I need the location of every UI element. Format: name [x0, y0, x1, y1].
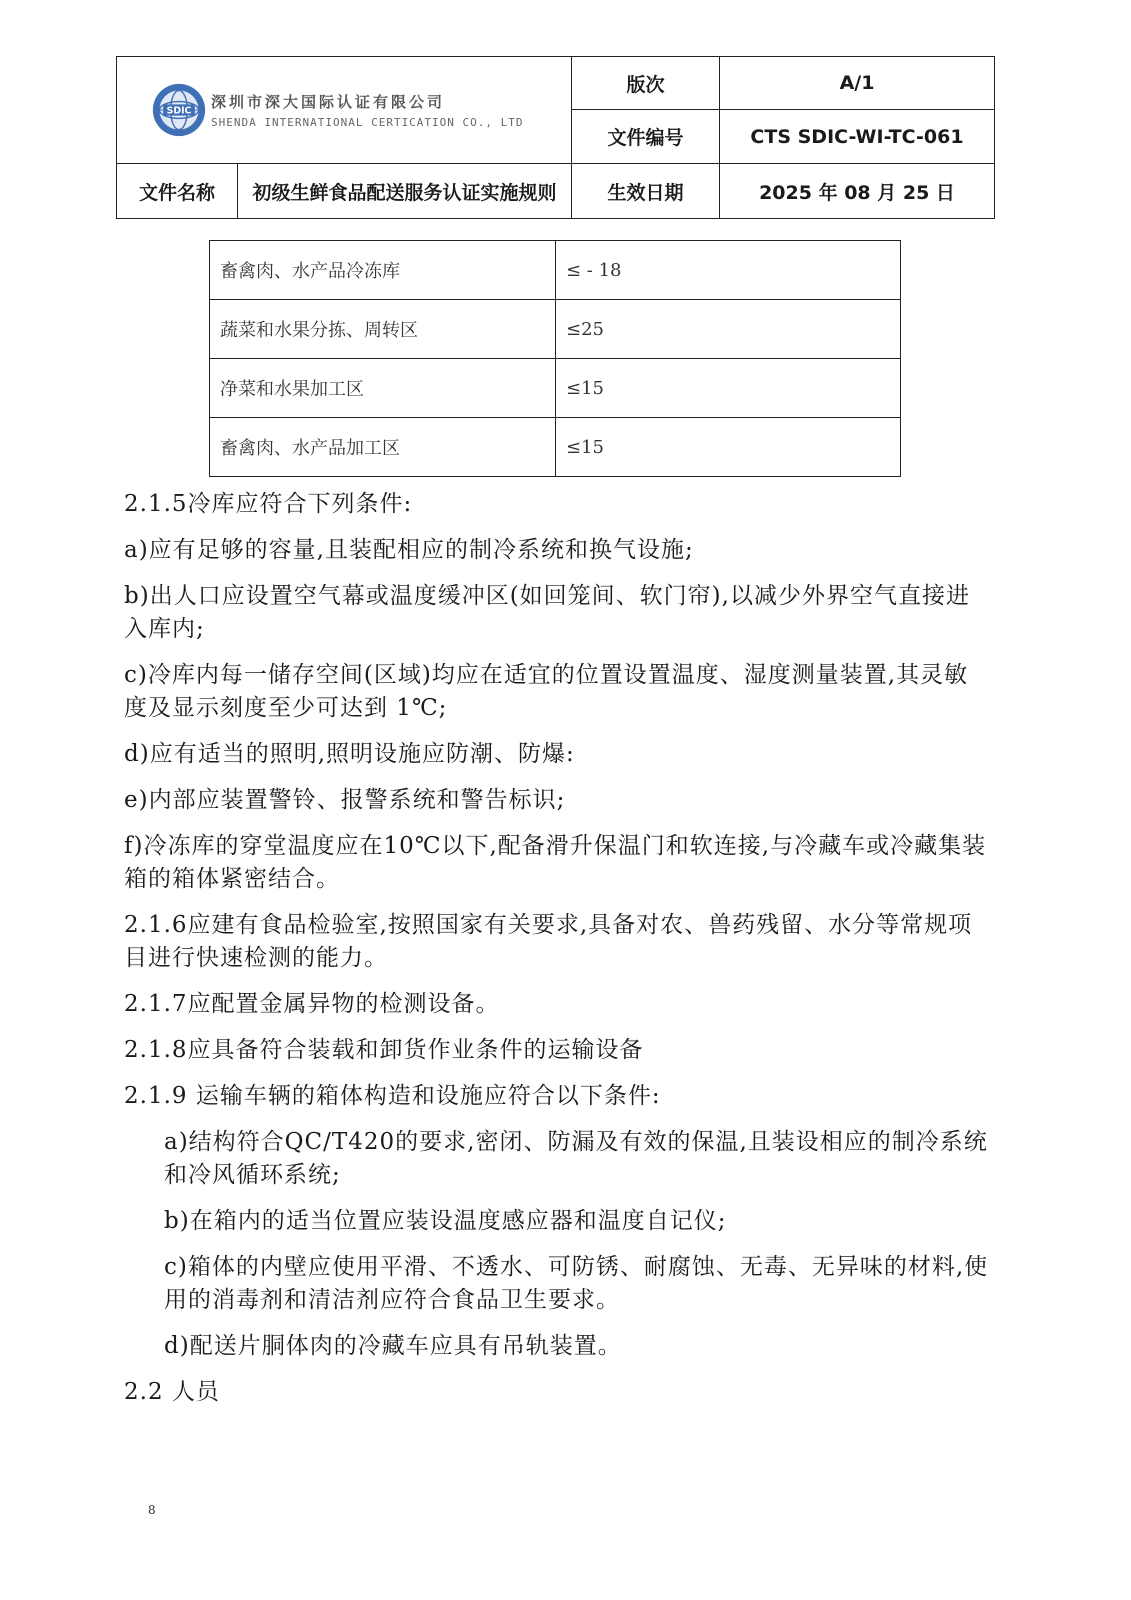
area-cell: 畜禽肉、水产品冷冻库 [210, 241, 556, 300]
table-row [210, 359, 901, 418]
globe-logo-icon [151, 82, 207, 138]
area-cell: 蔬菜和水果分拣、周转区 [210, 300, 556, 359]
paragraph: d)配送片胴体肉的冷藏车应具有吊轨装置。 [164, 1333, 622, 1359]
doc-number-label: 文件编号 [572, 110, 720, 164]
table-row [210, 418, 901, 477]
temp-cell: ≤15 [556, 418, 901, 477]
paragraph: b)出人口应设置空气幕或温度缓冲区(如回笼间、软门帘),以减少外界空气直接进入库内; [124, 583, 970, 642]
paragraph: c)冷库内每一储存空间(区域)均应在适宜的位置设置温度、湿度测量装置,其灵敏度及显示刻度至少可达到 1℃; [124, 662, 969, 721]
section-heading: 2.2 人员 [124, 1379, 220, 1405]
paragraph: b)在箱内的适当位置应装设温度感应器和温度自记仪; [164, 1208, 727, 1234]
table-row [210, 300, 901, 359]
paragraph: e)内部应装置警铃、报警系统和警告标识; [124, 787, 566, 813]
temp-cell: ≤15 [556, 359, 901, 418]
paragraph: 2.1.7应配置金属异物的检测设备。 [124, 991, 500, 1017]
paragraph: c)箱体的内壁应使用平滑、不透水、可防锈、耐腐蚀、无毒、无异味的材料,使用的消毒剂和清洁剂应符合食品卫生要求。 [164, 1254, 989, 1313]
effective-date-label: 生效日期 [572, 164, 720, 219]
paragraph: 2.1.8应具备符合装载和卸货作业条件的运输设备 [124, 1037, 644, 1063]
doc-number-value: CTS SDIC-WI-TC-061 [720, 110, 995, 164]
area-cell: 畜禽肉、水产品加工区 [210, 418, 556, 477]
paragraph: 2.1.9 运输车辆的箱体构造和设施应符合以下条件: [124, 1083, 661, 1109]
temp-cell: ≤ - 18 [556, 241, 901, 300]
temperature-table [209, 240, 901, 477]
logo-text: SDIC [166, 105, 192, 117]
version-label: 版次 [572, 57, 720, 110]
table-row [210, 241, 901, 300]
paragraph: 2.1.6应建有食品检验室,按照国家有关要求,具备对农、兽药残留、水分等常规项目进行快速检测的能力。 [124, 912, 973, 971]
temp-cell: ≤25 [556, 300, 901, 359]
doc-name-label: 文件名称 [117, 164, 238, 219]
effective-date-value: 2025 年 08 月 25 日 [720, 164, 995, 219]
document-body [124, 488, 990, 1422]
paragraph: 2.1.5冷库应符合下列条件: [124, 491, 413, 517]
company-name-cn: 深圳市深大国际认证有限公司 [211, 93, 446, 111]
paragraph: a)应有足够的容量,且装配相应的制冷系统和换气设施; [124, 537, 694, 563]
page-number: 8 [148, 1503, 156, 1517]
doc-name-value: 初级生鲜食品配送服务认证实施规则 [238, 164, 572, 219]
company-logo-block [117, 57, 572, 164]
document-header [116, 56, 995, 219]
company-name-en: SHENDA INTERNATIONAL CERTICATION CO., LTD [211, 116, 524, 129]
version-value: A/1 [720, 57, 995, 110]
paragraph: f)冷冻库的穿堂温度应在10℃以下,配备滑升保温门和软连接,与冷藏车或冷藏集装箱的箱体紧密结合。 [124, 833, 987, 892]
paragraph: a)结构符合QC/T420的要求,密闭、防漏及有效的保温,且装设相应的制冷系统和冷风循环系统; [164, 1129, 988, 1188]
area-cell: 净菜和水果加工区 [210, 359, 556, 418]
paragraph: d)应有适当的照明,照明设施应防潮、防爆: [124, 741, 575, 767]
